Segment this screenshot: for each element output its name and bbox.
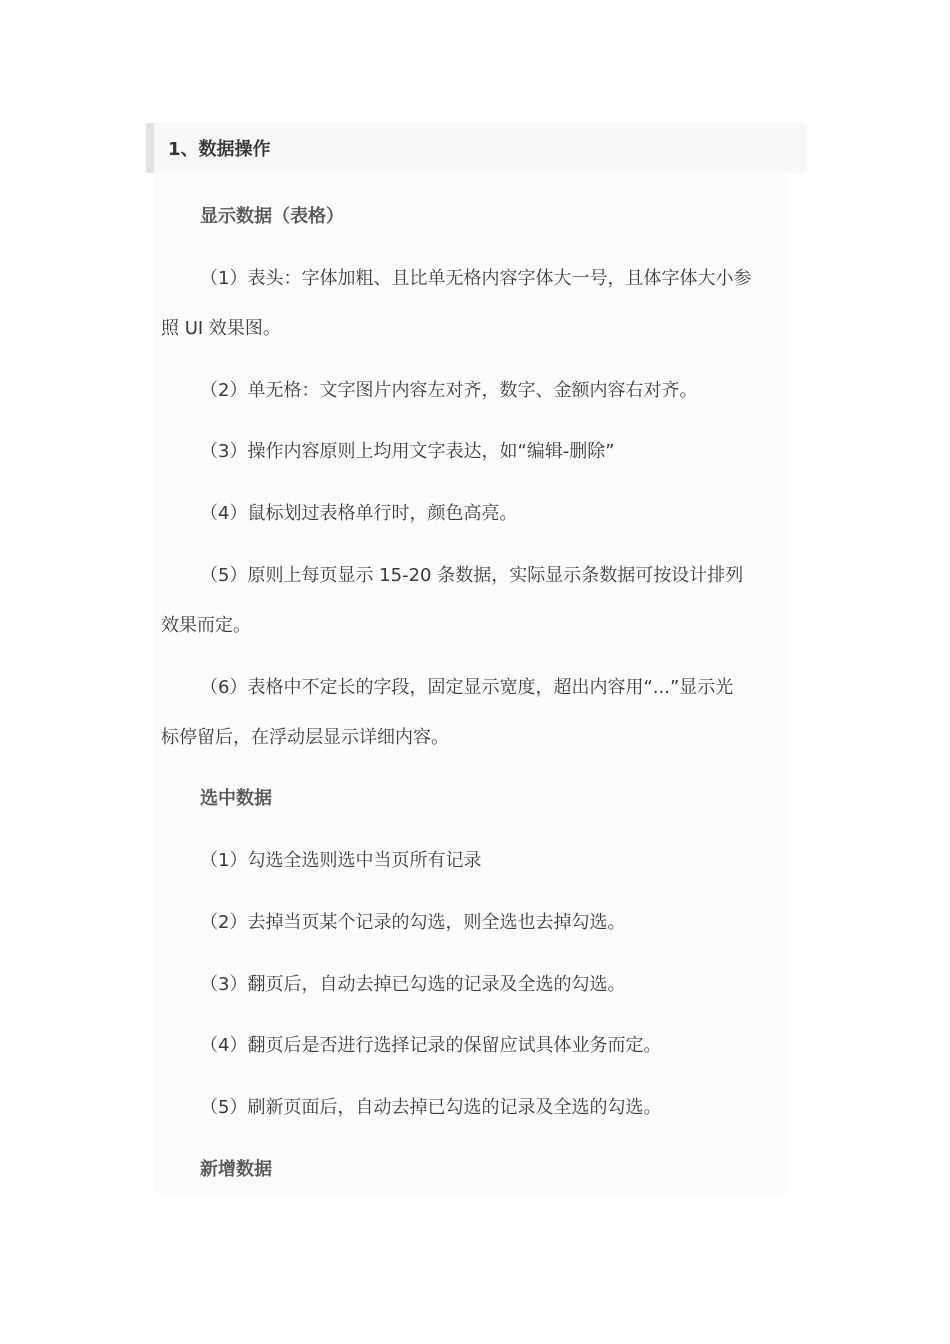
display-data-heading: 显示数据（表格） [200, 206, 344, 227]
section-title: 1、数据操作 [168, 139, 271, 160]
display-item-1-line-1: （1）表头：字体加粗、且比单无格内容字体大一号，且体字体大小参 [200, 268, 752, 289]
select-item-2: （2）去掉当页某个记录的勾选，则全选也去掉勾选。 [200, 912, 626, 933]
display-item-4: （4）鼠标划过表格单行时，颜色高亮。 [200, 503, 518, 524]
display-item-3: （3）操作内容原则上均用文字表达，如“编辑-删除” [200, 441, 615, 462]
select-data-heading: 选中数据 [200, 788, 272, 809]
section-header [146, 123, 807, 173]
display-item-6-line-1: （6）表格中不定长的字段，固定显示宽度，超出内容用“...”显示光 [200, 677, 734, 698]
display-item-6-line-2: 标停留后，在浮动层显示详细内容。 [161, 727, 449, 748]
display-item-1-line-2: 照 UI 效果图。 [161, 318, 281, 339]
select-item-4: （4）翻页后是否进行选择记录的保留应试具体业务而定。 [200, 1035, 662, 1056]
select-item-1: （1）勾选全选则选中当页所有记录 [200, 850, 482, 871]
add-data-heading: 新增数据 [200, 1159, 272, 1180]
display-item-5-line-1: （5）原则上每页显示 15-20 条数据，实际显示条数据可按设计排列 [200, 565, 744, 586]
select-item-5: （5）刷新页面后，自动去掉已勾选的记录及全选的勾选。 [200, 1097, 662, 1118]
display-item-5-line-2: 效果而定。 [161, 615, 251, 636]
display-item-2: （2）单无格：文字图片内容左对齐，数字、金额内容右对齐。 [200, 380, 698, 401]
select-item-3: （3）翻页后，自动去掉已勾选的记录及全选的勾选。 [200, 974, 626, 995]
